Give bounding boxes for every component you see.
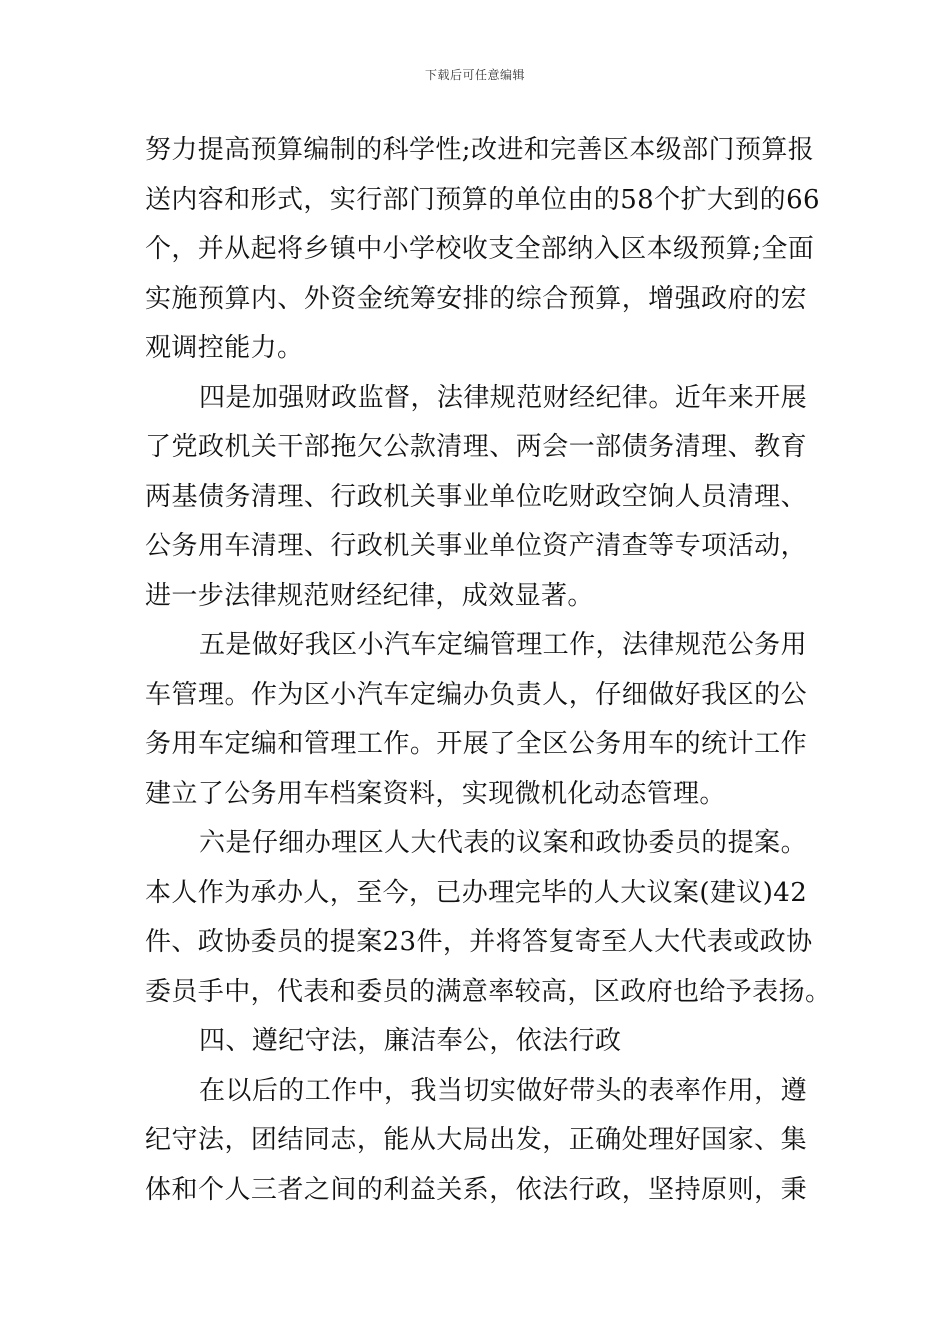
text-line: 实施预算内、外资金统筹安排的综合预算，增强政府的宏 bbox=[145, 283, 807, 314]
text-line: 委员手中，代表和委员的满意率较高，区政府也给予表扬。 bbox=[145, 976, 832, 1007]
document-body bbox=[145, 126, 832, 1215]
text-line: 四、遵纪守法，廉洁奉公，依法行政 bbox=[199, 1026, 622, 1056]
text-line: 进一步法律规范财经纪律，成效显著。 bbox=[145, 580, 594, 611]
text-line: 务用车定编和管理工作。开展了全区公务用车的统计工作 bbox=[145, 729, 807, 759]
text-line: 送内容和形式，实行部门预算的单位由的58个扩大到的66 bbox=[145, 184, 820, 215]
text-line: 六是仔细办理区人大代表的议案和政协委员的提案。 bbox=[199, 828, 807, 858]
text-line: 在以后的工作中，我当切实做好带头的表率作用，遵 bbox=[199, 1075, 807, 1106]
text-line: 纪守法，团结同志，能从大局出发，正确处理好国家、集 bbox=[145, 1125, 807, 1155]
text-line: 两基债务清理、行政机关事业单位吃财政空饷人员清理、 bbox=[145, 481, 807, 512]
text-line: 体和个人三者之间的利益关系，依法行政，坚持原则，秉 bbox=[145, 1174, 807, 1205]
text-line: 四是加强财政监督，法律规范财经纪律。近年来开展 bbox=[199, 382, 807, 413]
text-line: 了党政机关干部拖欠公款清理、两会一部债务清理、教育 bbox=[145, 432, 807, 462]
text-line: 观调控能力。 bbox=[145, 333, 304, 363]
text-line: 五是做好我区小汽车定编管理工作，法律规范公务用 bbox=[199, 630, 807, 660]
text-line: 建立了公务用车档案资料，实现微机化动态管理。 bbox=[145, 778, 726, 809]
page-header-note: 下载后可任意编辑 bbox=[424, 68, 525, 82]
text-line: 公务用车清理、行政机关事业单位资产清查等专项活动， bbox=[145, 531, 807, 561]
text-line: 车管理。作为区小汽车定编办负责人，仔细做好我区的公 bbox=[145, 679, 807, 710]
text-line: 本人作为承办人，至今，已办理完毕的人大议案(建议)42 bbox=[145, 877, 808, 908]
text-line: 个，并从起将乡镇中小学校收支全部纳入区本级预算;全面 bbox=[145, 234, 815, 264]
text-line: 努力提高预算编制的科学性;改进和完善区本级部门预算报 bbox=[145, 135, 815, 165]
text-line: 件、政协委员的提案23件，并将答复寄至人大代表或政协 bbox=[145, 927, 813, 957]
